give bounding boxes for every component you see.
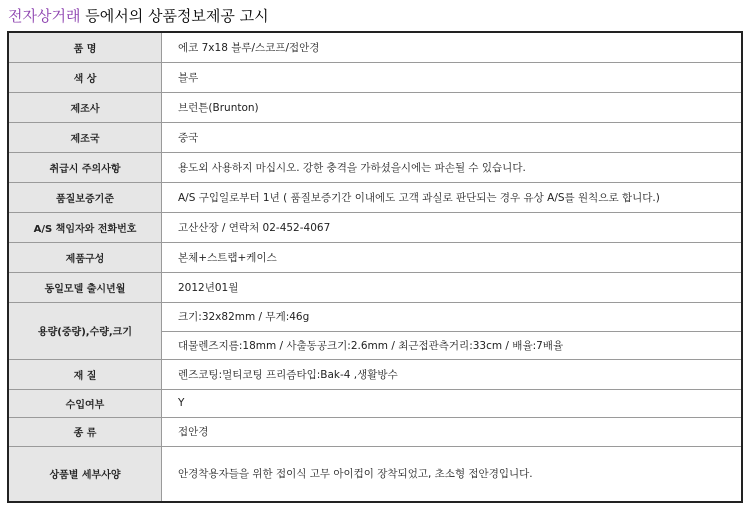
row-label-material: 재 질: [9, 359, 162, 389]
row-label-caution: 취급시 주의사항: [9, 152, 162, 182]
row-label-details: 상품별 세부사양: [9, 446, 162, 501]
row-value-color: 블루: [162, 62, 742, 92]
row-label-components: 제품구성: [9, 242, 162, 272]
table-row: [9, 122, 741, 152]
table-row: [9, 182, 741, 212]
row-value-caution: 용도외 사용하지 마십시오. 강한 충격을 가하셨을시에는 파손될 수 있습니다.: [162, 152, 742, 182]
table-row: [9, 62, 741, 92]
page-heading: [8, 4, 269, 28]
heading-highlight: 전자상거래: [8, 7, 81, 25]
table-row: [9, 92, 741, 122]
table-row: [9, 152, 741, 182]
table-row: [9, 272, 741, 302]
row-value-size-line2: 대물렌즈지름:18mm / 사출동공크기:2.6mm / 최근접관측거리:33cm / 배율:7배율: [162, 331, 742, 359]
table-row: [9, 389, 741, 417]
row-label-as-contact: A/S 책임자와 전화번호: [9, 212, 162, 242]
row-value-material: 렌즈코팅:멀티코팅 프리즘타입:Bak-4 ,생활방수: [162, 359, 742, 389]
row-label-color: 색 상: [9, 62, 162, 92]
table-row: [9, 446, 741, 501]
row-value-type: 접안경: [162, 417, 742, 446]
table-row: [9, 302, 741, 331]
row-value-details: 안경착용자들을 위한 접이식 고무 아이컵이 장착되었고, 초소형 접안경입니다.: [162, 446, 742, 501]
heading-rest: 등에서의 상품정보제공 고시: [80, 7, 269, 25]
row-value-product-name: 에코 7x18 블루/스코프/접안경: [162, 33, 742, 62]
row-label-size: 용량(중량),수량,크기: [9, 302, 162, 359]
row-value-components: 본체+스트랩+케이스: [162, 242, 742, 272]
table-row: [9, 33, 741, 62]
row-value-release-date: 2012년01월: [162, 272, 742, 302]
row-label-release-date: 동일모델 출시년월: [9, 272, 162, 302]
row-label-type: 종 류: [9, 417, 162, 446]
row-label-product-name: 품 명: [9, 33, 162, 62]
row-value-manufacturer: 브런튼(Brunton): [162, 92, 742, 122]
row-value-warranty: A/S 구입일로부터 1년 ( 품질보증기간 이내에도 고객 과실로 판단되는 경우 유상 A/S를 원칙으로 합니다.): [162, 182, 742, 212]
row-value-size-line1: 크기:32x82mm / 무게:46g: [162, 302, 742, 331]
row-label-country: 제조국: [9, 122, 162, 152]
row-value-country: 중국: [162, 122, 742, 152]
row-value-imported: Y: [162, 389, 742, 417]
table-row: [9, 417, 741, 446]
row-value-as-contact: 고산산장 / 연락처 02-452-4067: [162, 212, 742, 242]
row-label-imported: 수입여부: [9, 389, 162, 417]
table-row: [9, 212, 741, 242]
table-row: [9, 242, 741, 272]
product-info-table: [7, 31, 743, 503]
row-label-warranty: 품질보증기준: [9, 182, 162, 212]
row-label-manufacturer: 제조사: [9, 92, 162, 122]
table-row: [9, 359, 741, 389]
